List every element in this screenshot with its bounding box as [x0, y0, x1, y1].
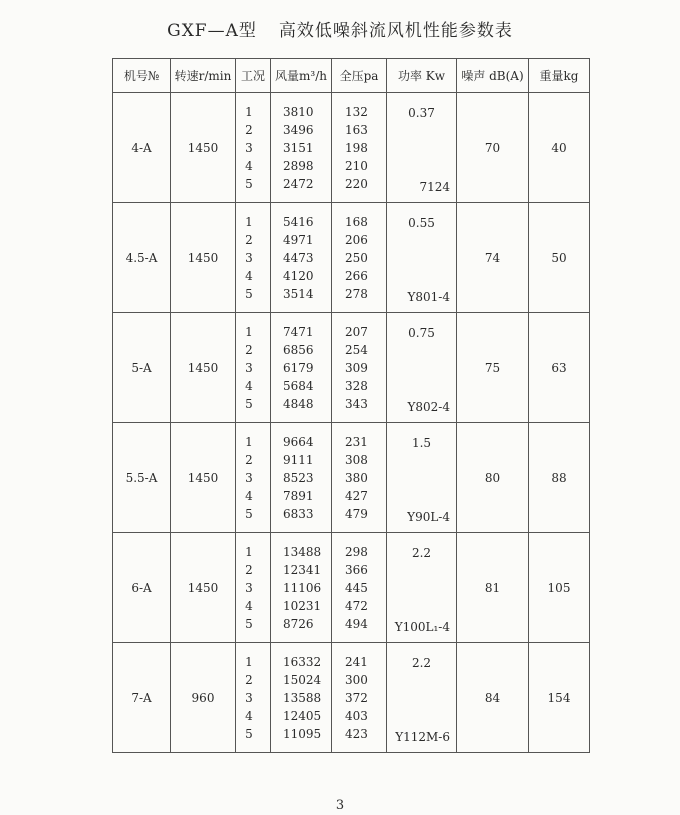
motor-model: Y90L-4	[407, 509, 450, 524]
pressure-cell	[332, 643, 387, 753]
flow-cell-value: 6856	[283, 342, 314, 357]
condition-cell-value: 4	[245, 378, 253, 393]
condition-cell-value: 4	[245, 598, 253, 613]
pressure-cell-value: 168	[345, 214, 368, 229]
condition-cell-value: 2	[245, 122, 253, 137]
pressure-cell	[332, 423, 387, 533]
motor-model: Y802-4	[407, 399, 450, 414]
pressure-cell	[332, 313, 387, 423]
flow-cell-value: 13588	[283, 690, 322, 705]
flow-cell	[271, 93, 332, 203]
weight-cell: 154	[529, 643, 590, 753]
pressure-cell-value: 343	[345, 396, 368, 411]
condition-cell-value: 2	[245, 672, 253, 687]
noise-cell: 70	[457, 93, 529, 203]
pressure-cell-value: 207	[345, 324, 368, 339]
flow-cell-value: 4848	[283, 396, 314, 411]
header-row	[113, 59, 590, 93]
power-kw: 0.37	[408, 105, 435, 120]
pressure-cell-value: 298	[345, 544, 368, 559]
flow-cell	[271, 203, 332, 313]
header-power: 功率 Kw	[387, 59, 457, 93]
model-cell: 5.5-A	[113, 423, 171, 533]
pressure-cell-value: 241	[345, 654, 368, 669]
power-kw: 2.2	[411, 545, 432, 560]
table-row	[113, 203, 590, 313]
motor-model: Y100L₁-4	[394, 619, 450, 634]
flow-cell-value: 15024	[283, 672, 322, 687]
title-model: GXF—A型	[167, 21, 257, 41]
fan-parameter-table	[112, 58, 590, 753]
pressure-cell-value: 472	[345, 598, 368, 613]
condition-cell-value: 4	[245, 708, 253, 723]
pressure-cell	[332, 93, 387, 203]
flow-cell-value: 8523	[283, 470, 314, 485]
condition-cell-value: 3	[245, 360, 253, 375]
pressure-cell-value: 372	[345, 690, 368, 705]
pressure-cell-value: 163	[345, 122, 368, 137]
pressure-cell-value: 198	[345, 140, 368, 155]
pressure-cell-value: 206	[345, 232, 368, 247]
pressure-cell-value: 328	[345, 378, 368, 393]
pressure-cell	[332, 203, 387, 313]
pressure-cell-value: 423	[345, 726, 368, 741]
condition-cell-value: 2	[245, 342, 253, 357]
flow-cell-value: 6179	[283, 360, 314, 375]
page-title	[0, 16, 680, 41]
flow-cell-value: 16332	[283, 654, 322, 669]
condition-cell	[236, 533, 271, 643]
header-noise: 噪声 dB(A)	[457, 59, 529, 93]
flow-cell-value: 11106	[283, 580, 322, 595]
flow-cell	[271, 533, 332, 643]
weight-cell: 50	[529, 203, 590, 313]
condition-cell-value: 2	[245, 452, 253, 467]
condition-cell	[236, 93, 271, 203]
flow-cell-value: 12405	[283, 708, 322, 723]
condition-cell-value: 4	[245, 268, 253, 283]
power-cell	[387, 643, 457, 753]
table-row	[113, 93, 590, 203]
condition-cell-value: 5	[245, 396, 253, 411]
speed-cell: 1450	[171, 93, 236, 203]
flow-cell-value: 5416	[283, 214, 314, 229]
condition-cell-value: 5	[245, 506, 253, 521]
condition-cell-value: 5	[245, 726, 253, 741]
power-cell	[387, 93, 457, 203]
power-kw: 1.5	[411, 435, 432, 450]
condition-cell-value: 1	[245, 434, 253, 449]
condition-cell-value: 2	[245, 562, 253, 577]
flow-cell-value: 9664	[283, 434, 314, 449]
table-row	[113, 533, 590, 643]
flow-cell-value: 6833	[283, 506, 314, 521]
flow-cell-value: 3810	[283, 104, 314, 119]
flow-cell-value: 13488	[283, 544, 322, 559]
pressure-cell-value: 254	[345, 342, 368, 357]
pressure-cell	[332, 533, 387, 643]
condition-cell-value: 5	[245, 616, 253, 631]
flow-cell	[271, 643, 332, 753]
condition-cell-value: 3	[245, 250, 253, 265]
noise-cell: 80	[457, 423, 529, 533]
motor-model: Y112M-6	[395, 729, 450, 744]
condition-cell-value: 1	[245, 324, 253, 339]
flow-cell-value: 2898	[283, 158, 314, 173]
pressure-cell-value: 366	[345, 562, 368, 577]
model-cell: 7-A	[113, 643, 171, 753]
weight-cell: 40	[529, 93, 590, 203]
flow-cell-value: 12341	[283, 562, 322, 577]
condition-cell-value: 3	[245, 690, 253, 705]
pressure-cell-value: 132	[345, 104, 368, 119]
noise-cell: 84	[457, 643, 529, 753]
flow-cell-value: 11095	[283, 726, 322, 741]
pressure-cell-value: 300	[345, 672, 368, 687]
flow-cell	[271, 313, 332, 423]
flow-cell-value: 3514	[283, 286, 314, 301]
title-text: 高效低噪斜流风机性能参数表	[278, 21, 513, 41]
weight-cell: 63	[529, 313, 590, 423]
pressure-cell-value: 403	[345, 708, 368, 723]
noise-cell: 81	[457, 533, 529, 643]
pressure-cell-value: 380	[345, 470, 368, 485]
speed-cell: 1450	[171, 313, 236, 423]
flow-cell-value: 8726	[283, 616, 314, 631]
header-weight: 重量kg	[529, 59, 590, 93]
pressure-cell-value: 220	[345, 176, 368, 191]
condition-cell	[236, 643, 271, 753]
condition-cell-value: 5	[245, 286, 253, 301]
flow-cell-value: 9111	[283, 452, 314, 467]
flow-cell-value: 5684	[283, 378, 314, 393]
table-row	[113, 643, 590, 753]
power-kw: 2.2	[411, 655, 432, 670]
model-cell: 6-A	[113, 533, 171, 643]
flow-cell-value: 2472	[283, 176, 314, 191]
condition-cell-value: 4	[245, 488, 253, 503]
pressure-cell-value: 494	[345, 616, 368, 631]
power-cell	[387, 203, 457, 313]
flow-cell-value: 3496	[283, 122, 314, 137]
condition-cell-value: 1	[245, 214, 253, 229]
model-cell: 5-A	[113, 313, 171, 423]
condition-cell-value: 1	[245, 654, 253, 669]
speed-cell: 1450	[171, 533, 236, 643]
pressure-cell-value: 309	[345, 360, 368, 375]
flow-cell	[271, 423, 332, 533]
condition-cell-value: 3	[245, 580, 253, 595]
table-row	[113, 313, 590, 423]
condition-cell-value: 3	[245, 470, 253, 485]
weight-cell: 105	[529, 533, 590, 643]
pressure-cell-value: 278	[345, 286, 368, 301]
condition-cell	[236, 423, 271, 533]
page-number: 3	[335, 798, 345, 813]
condition-cell	[236, 313, 271, 423]
pressure-cell-value: 210	[345, 158, 368, 173]
header-condition: 工况	[236, 59, 271, 93]
flow-cell-value: 3151	[283, 140, 314, 155]
noise-cell: 75	[457, 313, 529, 423]
flow-cell-value: 7891	[283, 488, 314, 503]
condition-cell-value: 1	[245, 544, 253, 559]
pressure-cell-value: 250	[345, 250, 368, 265]
motor-model: Y801-4	[407, 289, 450, 304]
flow-cell-value: 10231	[283, 598, 322, 613]
header-model: 机号№	[113, 59, 171, 93]
condition-cell-value: 5	[245, 176, 253, 191]
model-cell: 4-A	[113, 93, 171, 203]
condition-cell-value: 2	[245, 232, 253, 247]
table-row	[113, 423, 590, 533]
pressure-cell-value: 266	[345, 268, 368, 283]
power-cell	[387, 533, 457, 643]
flow-cell-value: 4473	[283, 250, 314, 265]
condition-cell-value: 1	[245, 104, 253, 119]
header-speed: 转速r/min	[171, 59, 236, 93]
condition-cell	[236, 203, 271, 313]
speed-cell: 1450	[171, 203, 236, 313]
flow-cell-value: 4971	[283, 232, 314, 247]
pressure-cell-value: 231	[345, 434, 368, 449]
condition-cell-value: 4	[245, 158, 253, 173]
power-kw: 0.75	[408, 325, 435, 340]
condition-cell-value: 3	[245, 140, 253, 155]
flow-cell-value: 4120	[283, 268, 314, 283]
model-cell: 4.5-A	[113, 203, 171, 313]
power-kw: 0.55	[408, 215, 435, 230]
speed-cell: 960	[171, 643, 236, 753]
header-pressure: 全压pa	[332, 59, 387, 93]
pressure-cell-value: 308	[345, 452, 368, 467]
pressure-cell-value: 445	[345, 580, 368, 595]
flow-cell-value: 7471	[283, 324, 314, 339]
noise-cell: 74	[457, 203, 529, 313]
header-flow: 风量m³/h	[271, 59, 332, 93]
pressure-cell-value: 479	[345, 506, 368, 521]
power-cell	[387, 313, 457, 423]
speed-cell: 1450	[171, 423, 236, 533]
motor-model: 7124	[419, 179, 450, 194]
weight-cell: 88	[529, 423, 590, 533]
pressure-cell-value: 427	[345, 488, 368, 503]
power-cell	[387, 423, 457, 533]
